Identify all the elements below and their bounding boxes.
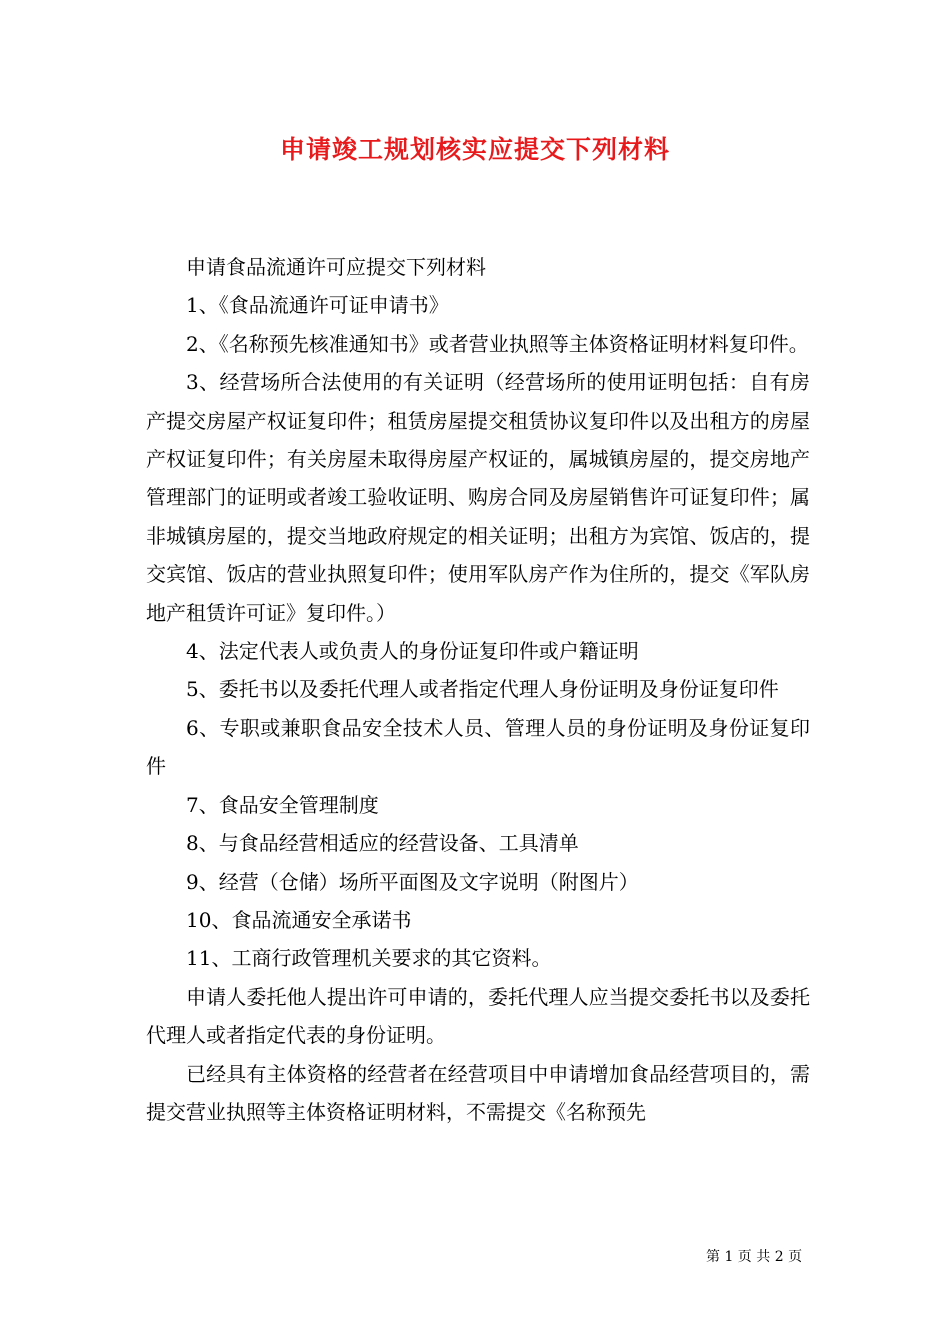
paragraph-delegation: 申请人委托他人提出许可申请的，委托代理人应当提交委托书以及委托代理人或者指定代表的身份证明。 <box>146 984 810 1048</box>
list-item-7: 7、食品安全管理制度 <box>186 792 379 817</box>
list-item-2: 2、《名称预先核准通知书》或者营业执照等主体资格证明材料复印件。 <box>186 331 809 356</box>
list-item-5: 5、委托书以及委托代理人或者指定代理人身份证明及身份证复印件 <box>186 677 779 702</box>
list-item-4: 4、法定代表人或负责人的身份证复印件或户籍证明 <box>186 639 639 664</box>
list-item-9: 9、经营（仓储）场所平面图及文字说明（附图片） <box>186 869 639 894</box>
list-item-10: 10、食品流通安全承诺书 <box>186 907 412 932</box>
paragraph-intro: 申请食品流通许可应提交下列材料 <box>186 255 486 279</box>
paragraph-existing-entity: 已经具有主体资格的经营者在经营项目中申请增加食品经营项目的，需提交营业执照等主体资格证明材料，不需提交《名称预先 <box>146 1061 810 1124</box>
list-item-3: 3、经营场所合法使用的有关证明（经营场所的使用证明包括：自有房产提交房屋产权证复印件；租赁房屋提交租赁协议复印件以及出租方的房屋产权证复印件；有关房屋未取得房屋产权证的，属城镇房屋的，提交房地产管理部门的证明或者竣工验收证明、购房合同及房屋销售许可证复印件；属非城镇房屋的，提交当地政府规定的相关证明；出租方为宾馆、饭店的，提交宾馆、饭店的营业执照复印件；使用军队房产作为住所的，提交《军队房地产租赁许可证》复印件。） <box>146 370 810 625</box>
document-body <box>146 248 810 1131</box>
document-title: 申请竣工规划核实应提交下列材料 <box>279 135 670 164</box>
list-item-8: 8、与食品经营相适应的经营设备、工具清单 <box>186 831 579 856</box>
list-item-1: 1、《食品流通许可证申请书》 <box>186 293 449 318</box>
list-item-11: 11、工商行政管理机关要求的其它资料。 <box>186 946 552 971</box>
list-item-6: 6、专职或兼职食品安全技术人员、管理人员的身份证明及身份证复印件 <box>146 715 810 779</box>
page-number-footer: 第 1 页 共 2 页 <box>706 1249 803 1265</box>
